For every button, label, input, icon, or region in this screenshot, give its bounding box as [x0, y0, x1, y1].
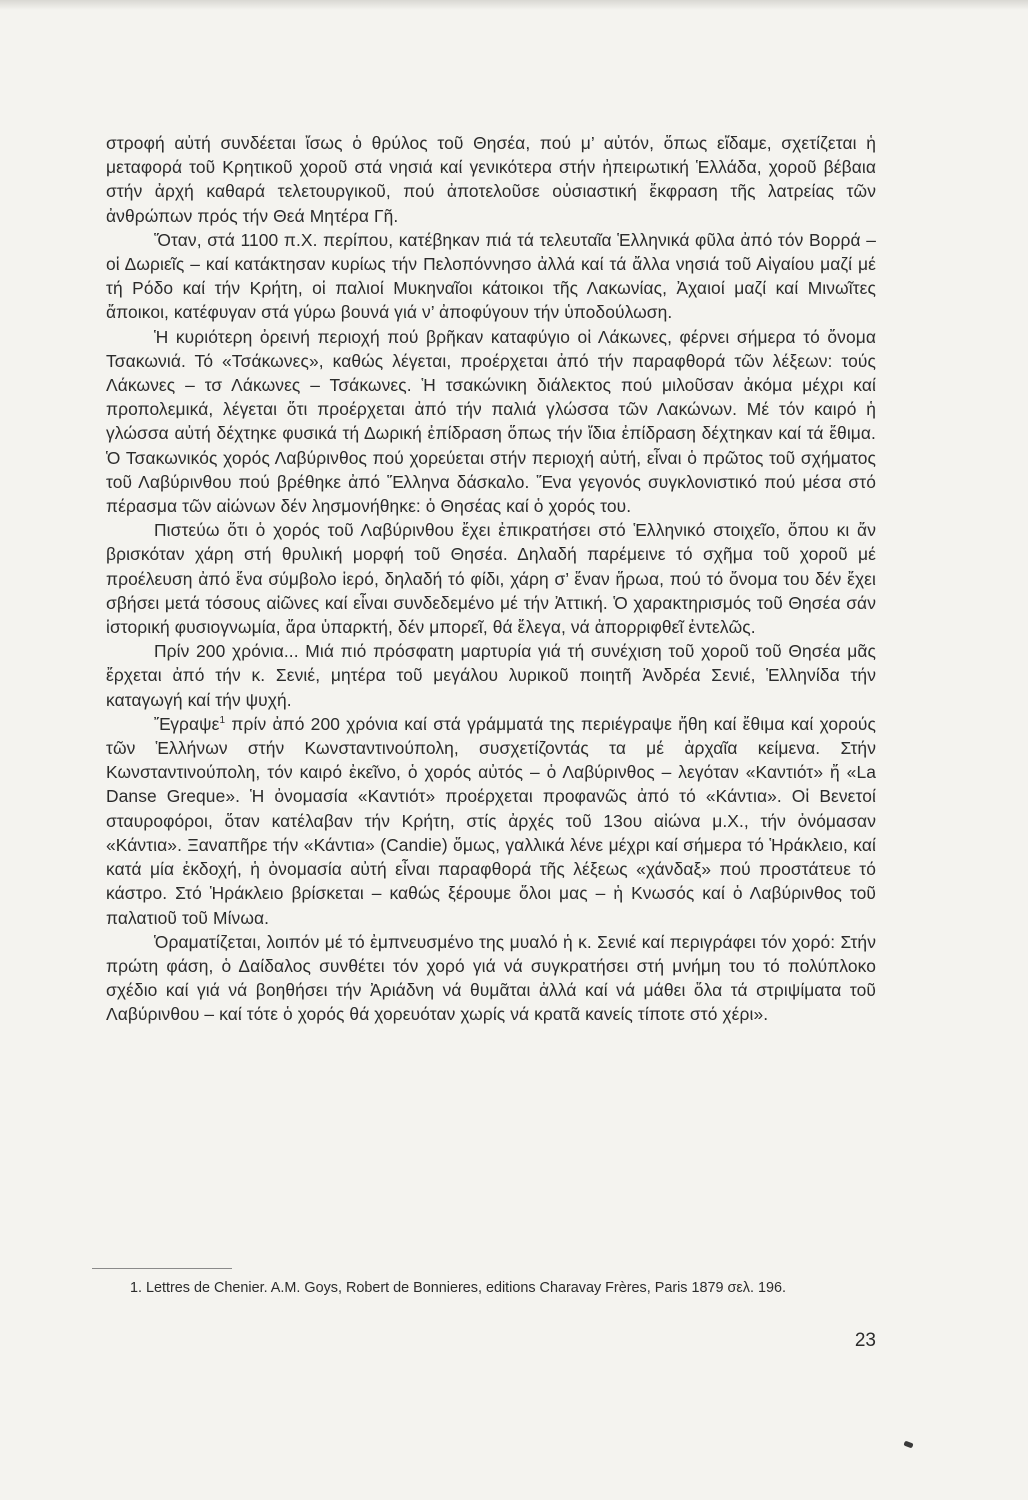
paragraph-5: Πρίν 200 χρόνια... Μιά πιό πρόσφατη μαρτυρία γιά τή συνέχιση τοῦ χοροῦ τοῦ Θησέα μᾶς ἔρχεται ἀπό τήν κ. Σενιέ, μητέρα τοῦ μεγάλου λυρικοῦ ποιητῆ Ἀνδρέα Σενιέ, Ἑλληνίδα τήν καταγωγή καί τήν ψυχή.	[106, 641, 876, 710]
paragraph-6	[106, 712, 876, 930]
paragraph-4: Πιστεύω ὅτι ὁ χορός τοῦ Λαβύρινθου ἔχει ἐπικρατήσει στό Ἑλληνικό στοιχεῖο, ὅπου κι ἄν βρισκόταν χάρη στή θρυλική μορφή τοῦ Θησέα. Δηλαδή παρέμεινε τό σχῆμα τοῦ χοροῦ μέ προέλευση ἀπό ἕνα σύμβολο ἱερό, δηλαδή τό φίδι, χάρη σ’ ἕναν ἥρωα, πού τό ὄνομα του δέν ἔχει σβήσει μετά τόσους αἰῶνες καί εἶναι συνδεδεμένο μέ τήν Ἀττική. Ὁ χαρακτηρισμός τοῦ Θησέα σάν ἱστορική φυσιογνωμία, ἄρα ὑπαρκτή, δέν μπορεῖ, θά ἔλεγα, νά ἀπορριφθεῖ ἐντελῶς.	[106, 520, 876, 638]
paragraph-6-before-note: Ἔγραψε	[154, 713, 220, 734]
paragraph-3: Ἡ κυριότερη ὀρεινή περιοχή πού βρῆκαν καταφύγιο οἱ Λάκωνες, φέρνει σήμερα τό ὄνομα Τσακωνιά. Τό «Τσάκωνες», καθώς λέγεται, προέρχεται ἀπό τήν παραφθορά τῶν λέξεων: τούς Λάκωνες – τσ Λάκωνες – Τσάκωνες. Ἡ τσακώνικη διάλεκτος πού μιλοῦσαν ἀκόμα μέχρι καί προπολεμικά, λέγεται ὅτι προέρχεται ἀπό τήν παλιά γλώσσα τῶν Λακώνων. Μέ τόν καιρό ἡ γλώσσα αὐτή δέχτηκε φυσικά τή Δωρική ἐπίδραση ὅπως τήν ἴδια ἐπίδραση δέχτηκαν καί τά ἔθιμα. Ὁ Τσακωνικός χορός Λαβύρινθος πού χορεύεται στήν περιοχή αὐτή, εἶναι ὁ πρῶτος τοῦ σχήματος τοῦ Λαβύρινθου πού βρέθηκε ἀπό Ἕλληνα δάσκαλο. Ἕνα γεγονός συγκλονιστικό πού μέσα στό πέρασμα τῶν αἰώνων δέν λησμονήθηκε: ὁ Θησέας καί ὁ χορός του.	[106, 326, 876, 517]
paragraph-7: Ὁραματίζεται, λοιπόν μέ τό ἐμπνευσμένο της μυαλό ἡ κ. Σενιέ καί περιγράφει τόν χορό: Στήν πρώτη φάση, ὁ Δαίδαλος συνθέτει τόν χορό γιά νά συγκρατήσει στή μνήμη του τό πολύπλοκο σχέδιο καί γιά νά βοηθήσει τήν Ἀριάδνη νά θυμᾶται ἀλλά καί νά μάθει ὅλα τά στριψίματα τοῦ Λαβύρινθου – καί τότε ὁ χορός θά χορευόταν χωρίς νά κρατᾶ κανείς τίποτε στό χέρι».	[106, 931, 876, 1025]
page-number: 23	[854, 1330, 876, 1351]
paragraph-2: Ὅταν, στά 1100 π.Χ. περίπου, κατέβηκαν πιά τά τελευταῖα Ἑλληνικά φῦλα ἀπό τόν Βορρά – οἱ Δωριεῖς – καί κατάκτησαν κυρίως τήν Πελοπόννησο ἀλλά καί τά ἄλλα νησιά τοῦ Αἰγαίου μαζί μέ τή Ρόδο καί τήν Κρήτη, οἱ παλιοί Μυκηναῖοι κάτοικοι τῆς Λακωνίας, Ἀχαιοί μαζί καί Μινωῖτες ἄποικοι, κατέφυγαν στά γύρω βουνά γιά ν’ ἀποφύγουν τήν ὑποδούλωση.	[106, 229, 876, 323]
paragraph-1: στροφή αὐτή συνδέεται ἴσως ὁ θρύλος τοῦ Θησέα, πού μ’ αὐτόν, ὅπως εἴδαμε, σχετίζεται ἡ μεταφορά τοῦ Κρητικοῦ χοροῦ στά νησιά καί γενικότερα στήν ἠπειρωτική Ἑλλάδα, χοροῦ βέβαια στήν ἀρχή καθαρά τελετουργικοῦ, πού ἀποτελοῦσε οὐσιαστική ἔκφραση τῆς λατρείας τῶν ἀνθρώπων πρός τήν Θεά Μητέρα Γῆ.	[106, 133, 876, 226]
body-text	[106, 131, 876, 1027]
footnote: 1. Lettres de Chenier. A.M. Goys, Robert de Bonnieres, editions Charavay Frères, Paris 1879 σελ. 196.	[130, 1280, 787, 1296]
footnote-divider	[92, 1268, 232, 1269]
paragraph-6-after-note: πρίν ἀπό 200 χρόνια καί στά γράμματά της περιέγραψε ἤθη καί ἔθιμα καί χορούς τῶν Ἑλλήνων στήν Κωνσταντινούπολη, συσχετίζοντάς τα μέ ἀρχαῖα κείμενα. Στήν Κωνσταντινούπολη, τόν καιρό ἐκεῖνο, ὁ χορός αὐτός – ὁ Λαβύρινθος – λεγόταν «Καντιότ» ἤ «La Danse Greque». Ἡ ὀνομασία «Καντιότ» προέρχεται προφανῶς ἀπό τό «Κάντια». Οἱ Βενετοί σταυροφόροι, ὅταν κατέλαβαν τήν Κρήτη, στίς ἀρχές τοῦ 13ου αἰώνα μ.Χ., τήν ὀνόμασαν «Κάντια». Ξαναπῆρε τήν «Κάντια» (Candie) ὅμως, γαλλικά λένε μέχρι καί σήμερα τό Ἡράκλειο, καί κατά μία ἐκδοχή, ἡ ὀνομασία αὐτή εἶναι παραφθορά τῆς λέξεως «χάνδαξ» πού προστάτευε τό κάστρο. Στό Ἡράκλειο βρίσκεται – καθώς ξέρουμε ὅλοι μας – ἡ Κνωσός καί ὁ Λαβύρινθος τοῦ παλατιοῦ τοῦ Μίνωα.	[106, 713, 876, 928]
scan-top-edge	[0, 0, 1028, 10]
scan-speck	[903, 1441, 913, 1449]
footnote-reference[interactable]: 1	[219, 715, 226, 727]
